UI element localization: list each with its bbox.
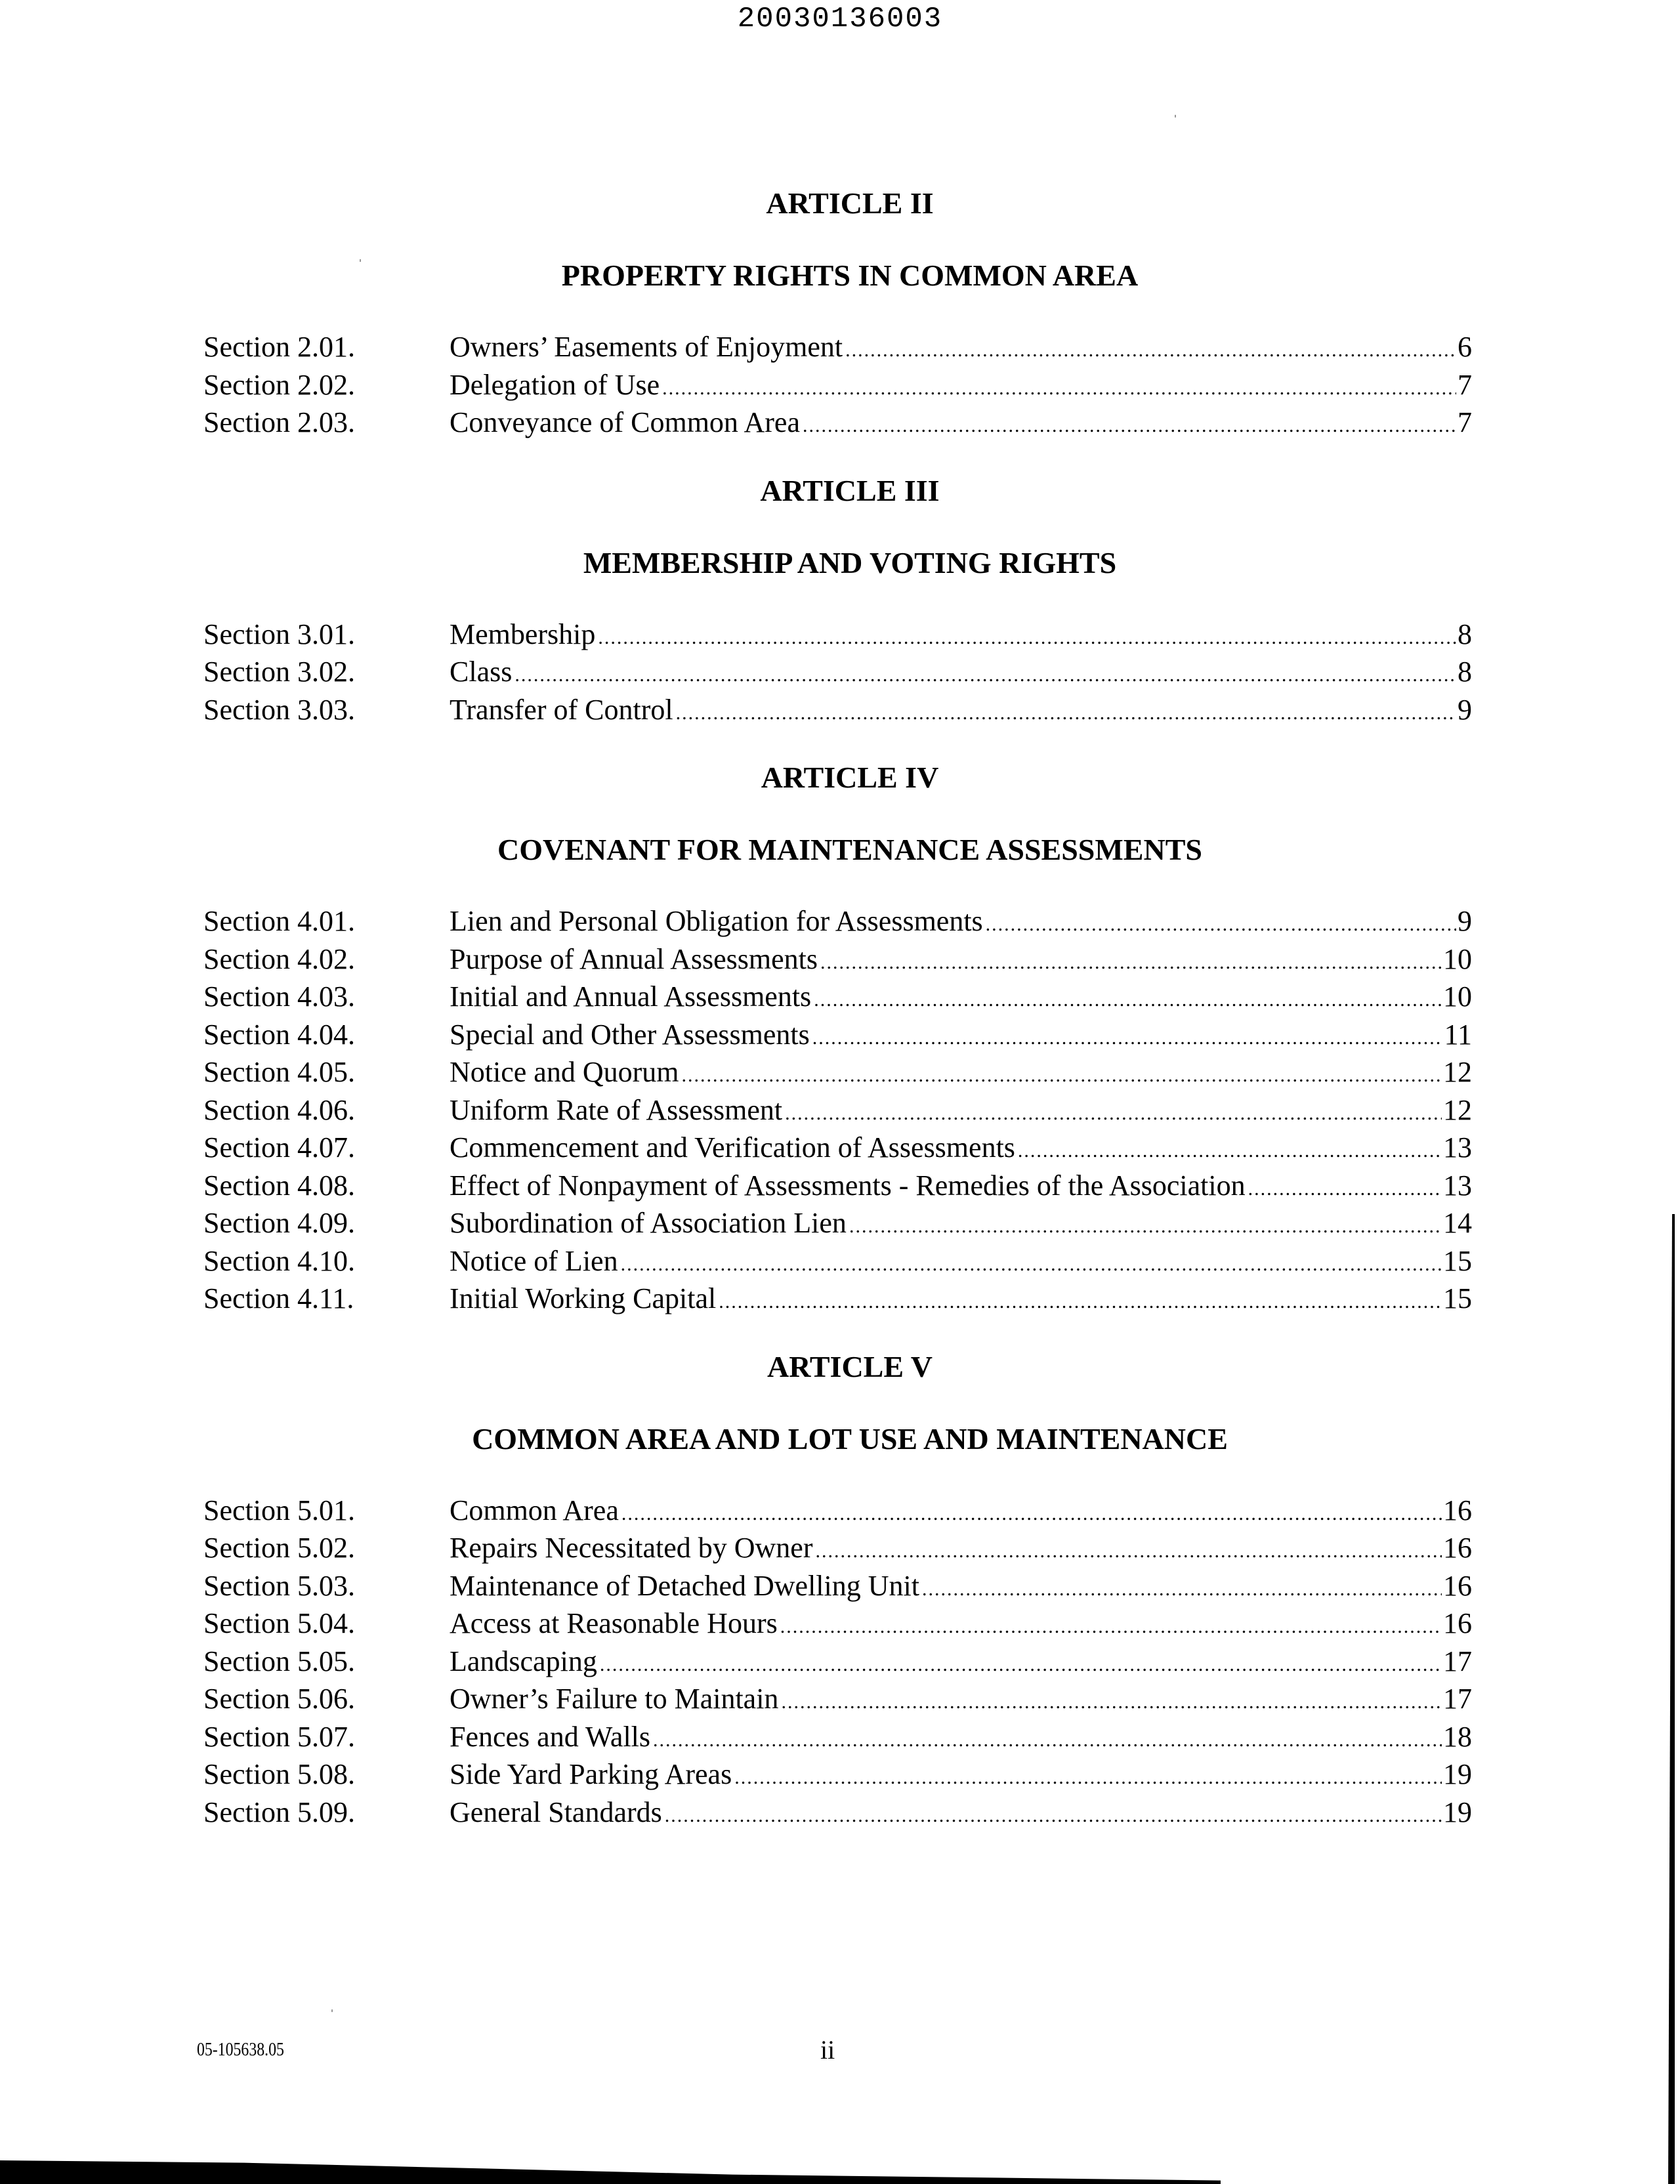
toc-entry[interactable]: [0, 1280, 1680, 1318]
section-title: Commencement and Verification of Assessments: [450, 1131, 1015, 1164]
page-number: 18: [1443, 1720, 1472, 1753]
section-title: Access at Reasonable Hours: [450, 1607, 778, 1639]
section-number: Section 4.07.: [203, 1131, 355, 1164]
section-number: Section 4.04.: [203, 1018, 355, 1051]
section-title: Initial and Annual Assessments: [450, 980, 812, 1013]
section-title: Initial Working Capital: [450, 1282, 717, 1314]
page-number: 16: [1443, 1532, 1472, 1564]
toc-entries: [0, 616, 1680, 729]
section-title: Fences and Walls: [450, 1720, 651, 1753]
article-subtitle: PROPERTY RIGHTS IN COMMON AREA: [561, 259, 1139, 292]
page-number: 12: [1443, 1093, 1472, 1126]
page-number: 11: [1444, 1018, 1472, 1051]
article-2: [0, 184, 1680, 471]
article-5: [0, 1347, 1680, 1832]
section-number: Section 5.06.: [203, 1683, 355, 1715]
section-title: Membership: [450, 618, 596, 650]
section-number: Section 4.08.: [203, 1169, 355, 1202]
dot-leader: [849, 1208, 1442, 1246]
section-title: Notice and Quorum: [450, 1056, 679, 1088]
toc-entry[interactable]: [0, 1016, 1680, 1054]
dot-leader: [922, 1570, 1442, 1608]
section-title: Conveyance of Common Area: [450, 406, 800, 438]
toc-entry[interactable]: [0, 1091, 1680, 1129]
dot-leader: [781, 1683, 1442, 1721]
section-number: Section 3.02.: [203, 656, 355, 688]
article-title: ARTICLE III: [760, 473, 940, 507]
page-number: 17: [1443, 1683, 1472, 1715]
toc-entry[interactable]: [0, 1204, 1680, 1242]
page-number: 8: [1458, 656, 1472, 688]
article-subtitle: COMMON AREA AND LOT USE AND MAINTENANCE: [472, 1421, 1228, 1456]
dot-leader: [820, 944, 1442, 982]
page-number: 7: [1458, 368, 1472, 401]
dot-leader: [814, 981, 1442, 1019]
toc-entry[interactable]: [0, 653, 1680, 691]
section-number: Section 5.08.: [203, 1758, 355, 1790]
section-number: Section 4.05.: [203, 1056, 355, 1088]
section-title: Subordination of Association Lien: [450, 1207, 847, 1239]
section-title: Special and Other Assessments: [450, 1018, 810, 1051]
section-title: Repairs Necessitated by Owner: [450, 1532, 813, 1564]
section-title: Owners’ Easements of Enjoyment: [450, 331, 843, 363]
section-title: Maintenance of Detached Dwelling Unit: [450, 1569, 919, 1602]
section-title: Lien and Personal Obligation for Assessments: [450, 905, 983, 937]
section-title: Uniform Rate of Assessment: [450, 1093, 783, 1126]
page-number: 16: [1443, 1494, 1472, 1526]
article-title: ARTICLE IV: [761, 761, 939, 794]
page-number: 15: [1443, 1244, 1472, 1277]
page-number: 8: [1458, 618, 1472, 650]
section-number: Section 2.02.: [203, 368, 355, 401]
dot-leader: [780, 1608, 1442, 1646]
page-number: 17: [1443, 1645, 1472, 1677]
section-title: Transfer of Control: [450, 693, 673, 726]
article-title: ARTICLE V: [767, 1349, 933, 1383]
dot-leader: [514, 656, 1456, 694]
toc-entry[interactable]: [0, 1529, 1680, 1567]
toc-entry[interactable]: [0, 404, 1680, 442]
page-number: 16: [1443, 1607, 1472, 1639]
toc-entry[interactable]: [0, 902, 1680, 940]
dot-leader: [676, 694, 1456, 732]
footer-document-code: 05-105638.05: [197, 2040, 284, 2060]
dot-leader: [1248, 1170, 1442, 1208]
dot-leader: [815, 1532, 1442, 1570]
section-title: Notice of Lien: [450, 1244, 618, 1277]
toc-entry[interactable]: [0, 978, 1680, 1016]
toc-entry[interactable]: [0, 1129, 1680, 1167]
toc-entry[interactable]: [0, 1794, 1680, 1832]
dot-leader: [812, 1019, 1443, 1057]
dot-leader: [986, 906, 1456, 944]
page-number: 19: [1443, 1758, 1472, 1790]
page-number: 6: [1458, 331, 1472, 363]
dot-leader: [734, 1759, 1442, 1797]
section-number: Section 4.11.: [203, 1282, 354, 1314]
dot-leader: [845, 331, 1456, 369]
toc-entry[interactable]: [0, 1718, 1680, 1756]
page-number: 9: [1458, 693, 1472, 726]
page-number: 16: [1443, 1569, 1472, 1602]
section-number: Section 2.01.: [203, 331, 355, 363]
section-number: Section 4.10.: [203, 1244, 355, 1277]
section-number: Section 4.09.: [203, 1207, 355, 1239]
toc-entry[interactable]: [0, 328, 1680, 366]
section-title: Delegation of Use: [450, 368, 660, 401]
article-subtitle: COVENANT FOR MAINTENANCE ASSESSMENTS: [497, 833, 1202, 866]
dot-leader: [665, 1797, 1442, 1835]
dot-leader: [600, 1646, 1442, 1684]
toc-entry[interactable]: [0, 1680, 1680, 1718]
scan-edge-artifact-bottom: [0, 2160, 1221, 2184]
toc-entry[interactable]: [0, 1567, 1680, 1605]
toc-entry[interactable]: [0, 1492, 1680, 1530]
page-number: 14: [1443, 1207, 1472, 1239]
article-4: [0, 758, 1680, 1347]
section-title: Landscaping: [450, 1645, 597, 1677]
section-number: Section 5.03.: [203, 1569, 355, 1602]
toc-entries: [0, 902, 1680, 1318]
section-number: Section 5.05.: [203, 1645, 355, 1677]
page-number: 9: [1458, 905, 1472, 937]
article-subtitle: MEMBERSHIP AND VOTING RIGHTS: [583, 545, 1117, 579]
toc-entry[interactable]: [0, 616, 1680, 654]
section-number: Section 5.02.: [203, 1532, 355, 1564]
toc-entry[interactable]: [0, 940, 1680, 978]
section-title: Effect of Nonpayment of Assessments - Remedies of the Association: [450, 1169, 1246, 1202]
page-number: 7: [1458, 406, 1472, 438]
article-title: ARTICLE II: [766, 186, 934, 220]
dot-leader: [1018, 1132, 1442, 1170]
section-title: Side Yard Parking Areas: [450, 1758, 732, 1790]
toc-entry[interactable]: [0, 366, 1680, 404]
section-title: Class: [450, 656, 513, 688]
toc-entry[interactable]: [0, 1643, 1680, 1681]
section-title: Common Area: [450, 1494, 619, 1526]
dot-leader: [681, 1057, 1442, 1095]
section-number: Section 5.09.: [203, 1796, 355, 1828]
page-number: 10: [1443, 980, 1472, 1013]
toc-entry[interactable]: [0, 691, 1680, 729]
article-3: [0, 471, 1680, 759]
dot-leader: [653, 1721, 1442, 1759]
dot-leader: [803, 407, 1456, 445]
section-number: Section 3.03.: [203, 693, 355, 726]
section-number: Section 4.06.: [203, 1093, 355, 1126]
toc-entry[interactable]: [0, 1167, 1680, 1205]
dot-leader: [785, 1095, 1442, 1133]
dot-leader: [598, 619, 1456, 657]
toc-entries: [0, 328, 1680, 442]
dot-leader: [719, 1283, 1442, 1321]
table-of-contents: [0, 184, 1680, 1831]
page-number: 15: [1443, 1282, 1472, 1314]
section-number: Section 4.02.: [203, 942, 355, 975]
toc-entry[interactable]: [0, 1242, 1680, 1280]
footer-page-number: ii: [820, 2035, 835, 2065]
scan-speck: [331, 2009, 333, 2012]
section-title: General Standards: [450, 1796, 662, 1828]
section-title: Owner’s Failure to Maintain: [450, 1683, 779, 1715]
page-number: 13: [1443, 1131, 1472, 1164]
page-number: 19: [1443, 1796, 1472, 1828]
section-number: Section 2.03.: [203, 406, 355, 438]
section-number: Section 4.03.: [203, 980, 355, 1013]
dot-leader: [662, 369, 1456, 408]
toc-entry[interactable]: [0, 1053, 1680, 1091]
dot-leader: [621, 1495, 1442, 1533]
page-number: 13: [1443, 1169, 1472, 1202]
section-number: Section 5.01.: [203, 1494, 355, 1526]
section-number: Section 5.07.: [203, 1720, 355, 1753]
page-number: 10: [1443, 942, 1472, 975]
toc-entry[interactable]: [0, 1755, 1680, 1794]
scan-speck: [1175, 115, 1176, 117]
document-number: 20030136003: [737, 3, 943, 35]
scan-speck: [360, 259, 361, 262]
page-number: 12: [1443, 1056, 1472, 1088]
dot-leader: [621, 1246, 1442, 1284]
section-number: Section 5.04.: [203, 1607, 355, 1639]
section-title: Purpose of Annual Assessments: [450, 942, 818, 975]
toc-entry[interactable]: [0, 1605, 1680, 1643]
section-number: Section 3.01.: [203, 618, 355, 650]
toc-entries: [0, 1492, 1680, 1832]
section-number: Section 4.01.: [203, 905, 355, 937]
